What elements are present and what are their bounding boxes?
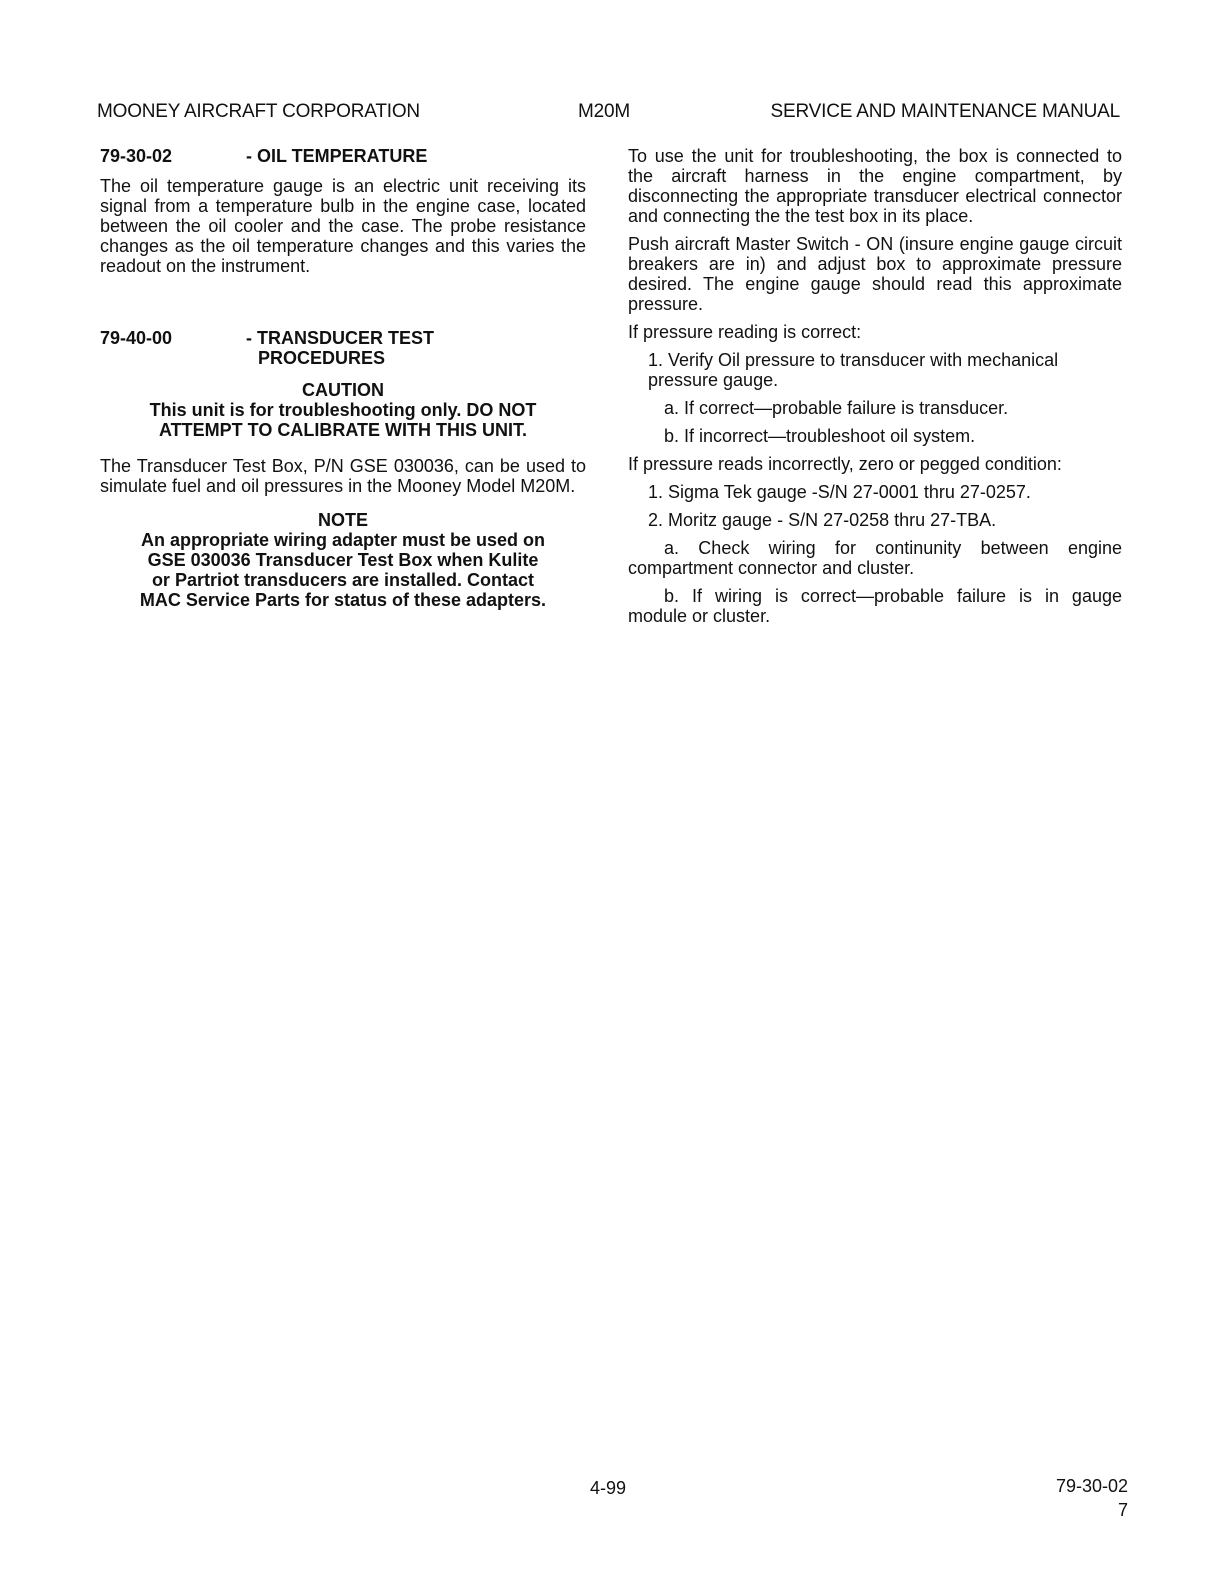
note-line: GSE 030036 Transducer Test Box when Kulite [147,550,539,570]
list-item: a. If correct—probable failure is transducer. [664,398,1009,418]
section-heading-transducer-test [100,328,586,368]
note-line: MAC Service Parts for status of these adapters. [139,590,547,610]
list-item: b. If wiring is correct—probable failure is in gauge module or cluster. [628,586,1122,626]
section-title-line: PROCEDURES [258,348,386,368]
list-item: 1. Verify Oil pressure to transducer with mechanical pressure gauge. [648,350,1059,390]
header-manual-title: SERVICE AND MAINTENANCE MANUAL [770,101,1120,122]
caution-line: This unit is for troubleshooting only. DO NOT [149,400,537,420]
footer-section-number: 79-30-02 [1055,1476,1128,1496]
usage-paragraph: To use the unit for troubleshooting, the box is connected to the aircraft harness in the engine compartment, by disconnecting the appropriate transducer electrical connector and connecting the the test box in its place. [628,146,1122,226]
section-number: 79-30-02 [100,146,173,166]
master-switch-paragraph: Push aircraft Master Switch - ON (insure engine gauge circuit breakers are in) and adjust box to approximate pressure desired. The engine gauge should read this approximate pressure. [628,234,1122,314]
list-item: b. If incorrect—troubleshoot oil system. [664,426,976,446]
test-box-paragraph: The Transducer Test Box, P/N GSE 030036, can be used to simulate fuel and oil pressures in the Mooney Model M20M. [100,456,586,496]
section-title: - OIL TEMPERATURE [246,146,428,166]
section-title-line: - TRANSDUCER TEST [246,328,434,348]
section-title [246,328,434,368]
caution-line: ATTEMPT TO CALIBRATE WITH THIS UNIT. [159,420,527,440]
correct-reading-heading: If pressure reading is correct: [628,322,862,342]
note-line: An appropriate wiring adapter must be used on [140,530,546,550]
list-item: 2. Moritz gauge - S/N 27-0258 thru 27-TBA. [648,510,997,530]
section-number: 79-40-00 [100,328,173,348]
incorrect-reading-heading: If pressure reads incorrectly, zero or pegged condition: [628,454,1062,474]
header-model: M20M [578,101,630,122]
section-heading-oil-temperature [100,146,586,166]
note-heading: NOTE [317,510,368,530]
list-item: a. Check wiring for continunity between engine compartment connector and cluster. [628,538,1122,578]
note-line: or Partriot transducers are installed. Contact [151,570,535,590]
caution-heading: CAUTION [302,380,384,400]
page-number: 4-99 [590,1478,627,1498]
header-company: MOONEY AIRCRAFT CORPORATION [97,101,420,122]
footer-revision: 7 [1117,1500,1128,1520]
note-block [100,510,586,610]
left-column [100,146,586,610]
right-column [628,146,1122,626]
oil-temperature-paragraph: The oil temperature gauge is an electric unit receiving its signal from a temperature bulb in the engine case, located between the oil cooler and the case. The probe resistance changes as the oil temperature changes and this varies the readout on the instrument. [100,176,586,276]
list-item: 1. Sigma Tek gauge -S/N 27-0001 thru 27-0257. [648,482,1031,502]
caution-block [100,380,586,440]
